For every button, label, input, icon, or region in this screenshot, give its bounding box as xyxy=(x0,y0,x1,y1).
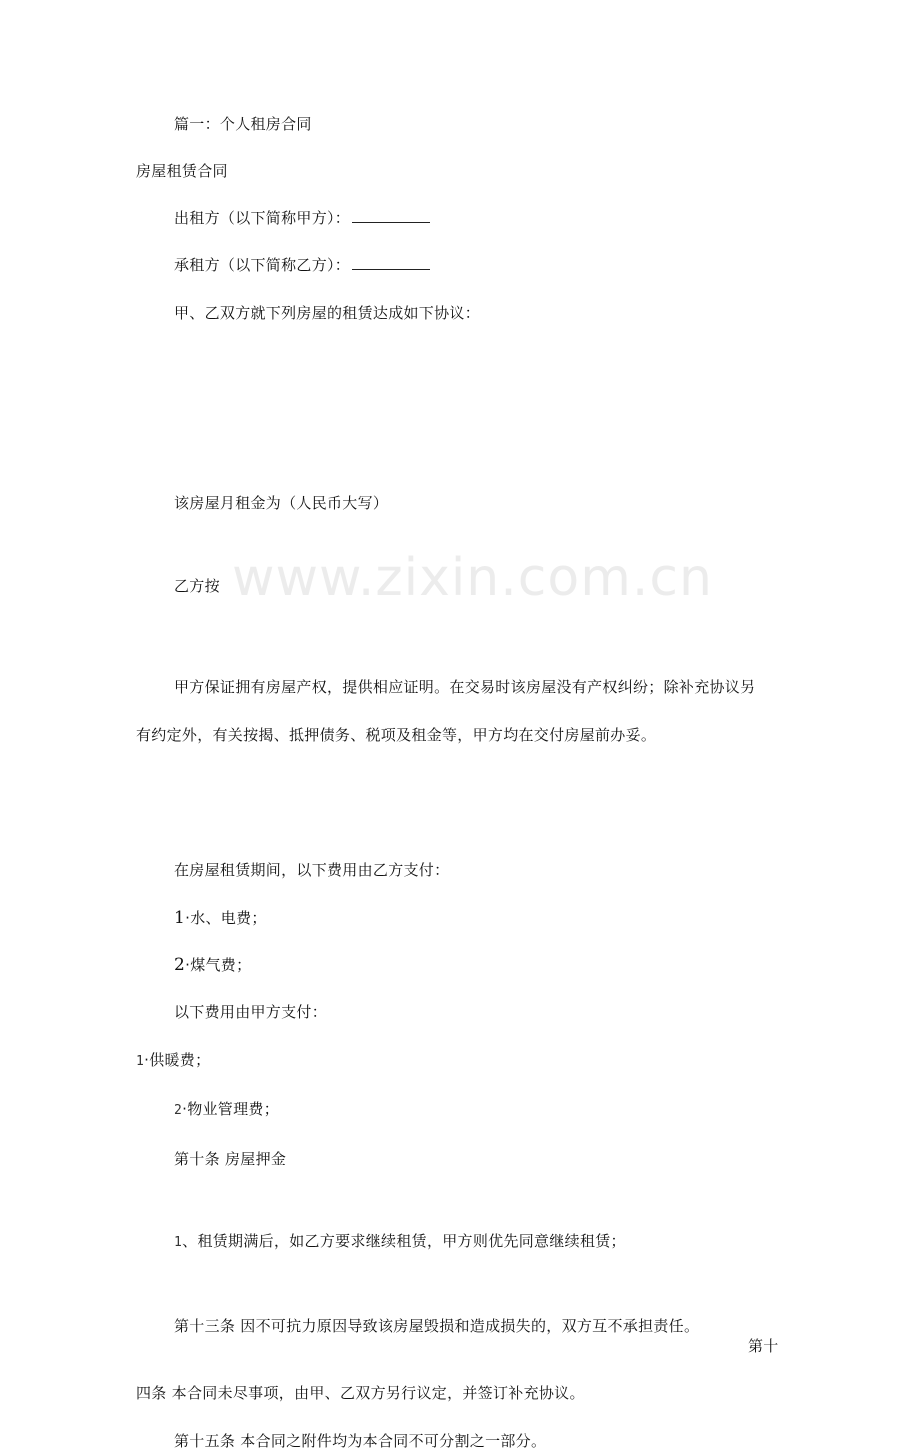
section-heading: 篇一：个人租房合同 xyxy=(174,115,312,133)
item-text: 、租赁期满后，如乙方要求继续租赁，甲方则优先同意继续租赁； xyxy=(182,1232,626,1250)
watermark-text: www.zixin.com.cn xyxy=(232,548,713,608)
lessee-line xyxy=(174,255,920,275)
article-fourteen: 四条 本合同未尽事项，由甲、乙双方另行议定，并签订补充协议。 xyxy=(136,1384,585,1402)
ownership-paragraph-line2: 有约定外，有关按揭、抵押债务、税项及租金等，甲方均在交付房屋前办妥。 xyxy=(136,726,657,744)
item-text: ·煤气费； xyxy=(185,956,252,974)
lessee-blank xyxy=(352,255,430,270)
payment-line: 乙方按 xyxy=(174,577,220,595)
lessor-label: 出租方（以下简称甲方）： xyxy=(174,209,351,227)
lessor-fee-item xyxy=(174,1099,920,1121)
article-thirteen: 第十三条 因不可抗力原因导致该房屋毁损和造成损失的，双方互不承担责任。 xyxy=(174,1317,700,1335)
item-text: ·供暖费； xyxy=(144,1051,211,1069)
item-text: ·物业管理费； xyxy=(182,1100,280,1118)
item-number: 2 xyxy=(174,955,186,975)
article-ten-heading: 第十条 房屋押金 xyxy=(174,1150,287,1168)
lessor-blank xyxy=(352,208,430,223)
item-number: 1 xyxy=(136,1054,145,1069)
lessor-line xyxy=(174,208,920,228)
article-fourteen-start: 第十 xyxy=(748,1337,779,1355)
renewal-clause xyxy=(174,1231,920,1253)
item-number: 1 xyxy=(174,908,186,928)
item-number: 1 xyxy=(174,1235,183,1250)
lessee-fee-item xyxy=(174,908,920,928)
lessor-fees-heading: 以下费用由甲方支付： xyxy=(174,1003,328,1021)
monthly-rent-line: 该房屋月租金为（人民币大写） xyxy=(174,494,389,512)
contract-title: 房屋租赁合同 xyxy=(136,162,228,180)
item-text: ·水、电费； xyxy=(185,909,267,927)
ownership-paragraph-line1: 甲方保证拥有房屋产权，提供相应证明。在交易时该房屋没有产权纠纷；除补充协议另 xyxy=(174,678,756,696)
article-fifteen: 第十五条 本合同之附件均为本合同不可分割之一部分。 xyxy=(174,1432,547,1450)
lessee-label: 承租方（以下简称乙方）： xyxy=(174,256,351,274)
agreement-intro: 甲、乙双方就下列房屋的租赁达成如下协议： xyxy=(174,304,481,322)
lessee-fees-heading: 在房屋租赁期间，以下费用由乙方支付： xyxy=(174,861,450,879)
lessee-fee-item xyxy=(174,955,920,975)
item-number: 2 xyxy=(174,1103,183,1118)
lessor-fee-item xyxy=(136,1050,920,1072)
